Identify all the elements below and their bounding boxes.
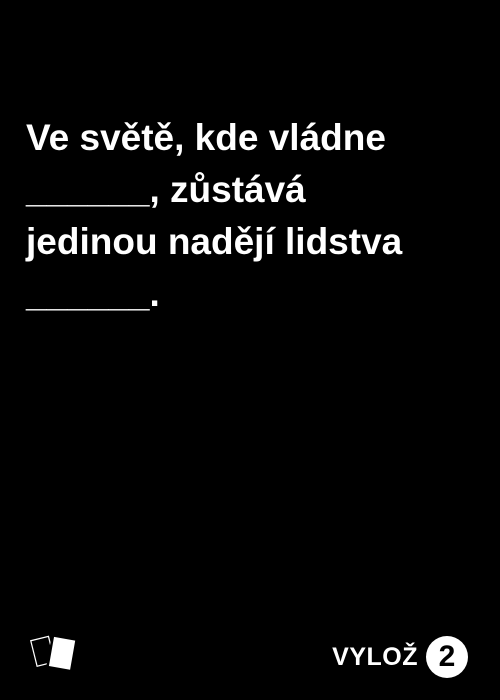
pick-indicator xyxy=(332,636,468,678)
stacked-cards-icon xyxy=(28,630,86,674)
pick-count-badge: 2 xyxy=(426,636,468,678)
card-prompt-text: Ve světě, kde vládne ______, zůstává jedinou nadějí lidstva ______. xyxy=(26,117,403,314)
pick-label: VYLOŽ xyxy=(332,642,418,671)
